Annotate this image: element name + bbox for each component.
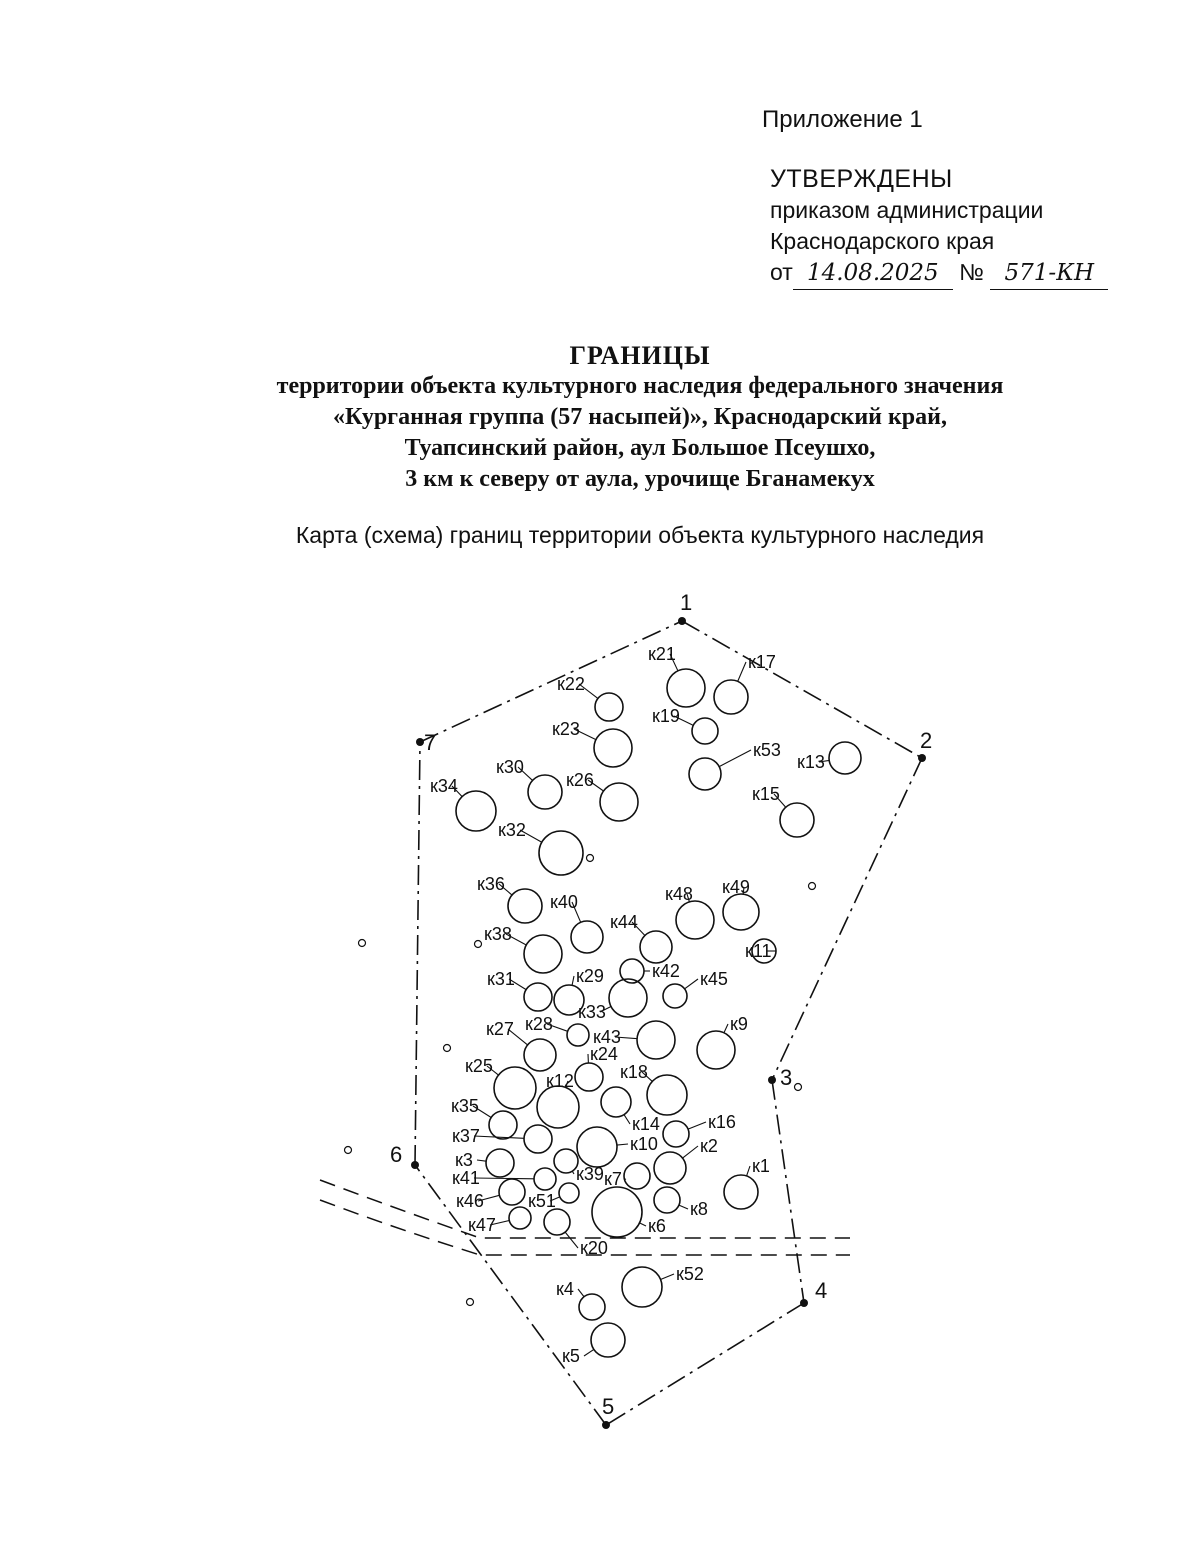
mound-k24 [575, 1044, 618, 1091]
approved-line-2: Краснодарского края [770, 228, 995, 254]
approval-block [770, 164, 1108, 290]
mound-circle [528, 775, 562, 809]
mound-circle [692, 718, 718, 744]
mound-circle [595, 693, 623, 721]
mound-k13 [797, 742, 861, 774]
number-label: № [959, 259, 984, 285]
mound-k5 [562, 1323, 625, 1366]
mound-label: к2 [700, 1136, 718, 1156]
point-marker-4 [800, 1299, 808, 1307]
mound-label: к44 [610, 912, 638, 932]
mound-circle [663, 1121, 689, 1147]
mound-circle [456, 791, 496, 831]
mound-circle [539, 831, 583, 875]
point-label-3: 3 [780, 1065, 793, 1090]
mound-label: к34 [430, 776, 458, 796]
mound-label: к4 [556, 1279, 574, 1299]
mound-label: к15 [752, 784, 780, 804]
mound-label: к20 [580, 1238, 608, 1258]
mound-leader [572, 976, 574, 985]
mound-k4 [556, 1279, 605, 1320]
mound-leader [683, 1146, 698, 1158]
mound-k38 [484, 924, 562, 973]
mound-circle [489, 1111, 517, 1139]
mound-label: к5 [562, 1346, 580, 1366]
boundary-map [0, 580, 1200, 1540]
mound-label: к7 [604, 1169, 622, 1189]
mound-circle [640, 931, 672, 963]
mound-circle [724, 1175, 758, 1209]
mound-k32 [498, 820, 583, 875]
mound-leader [679, 1205, 688, 1209]
mound-label: к1 [752, 1156, 770, 1176]
mound-leader [685, 979, 698, 989]
mound-circle [534, 1168, 556, 1190]
point-marker-2 [918, 754, 926, 762]
mound-leader [747, 1166, 750, 1176]
mound-circle [624, 1163, 650, 1189]
map-caption: Карта (схема) границ территории объекта культурного наследия [295, 522, 985, 548]
mound-label: к39 [576, 1164, 604, 1184]
mound-label: к41 [452, 1168, 480, 1188]
mound-circle [579, 1294, 605, 1320]
boundary-segment-7-1 [420, 621, 682, 742]
mound-leader [617, 1144, 628, 1145]
mound-label: к12 [546, 1071, 574, 1091]
boundary-segment-6-7 [415, 742, 420, 1165]
title-line-3: Туапсинский район, аул Большое Псеушхо, [404, 435, 876, 461]
boundary-segment-1-2 [682, 621, 922, 758]
mound-circle [609, 979, 647, 1017]
point-label-1: 1 [680, 590, 693, 615]
mound-label: к22 [557, 674, 585, 694]
mound-label: к33 [578, 1002, 606, 1022]
mound-label: к21 [648, 644, 676, 664]
mound-label: к9 [730, 1014, 748, 1034]
mound-k51 [528, 1183, 579, 1211]
mound-label: к25 [465, 1056, 493, 1076]
mound-k52 [622, 1264, 704, 1307]
mound-label: к26 [566, 770, 594, 790]
mound-label: к49 [722, 877, 750, 897]
mound-label: к10 [630, 1134, 658, 1154]
mounds-layer [430, 644, 861, 1366]
mound-leader [584, 1349, 594, 1356]
mound-circle [554, 1149, 578, 1173]
mound-k53 [689, 740, 781, 790]
mound-label: к28 [525, 1014, 553, 1034]
mound-k30 [496, 757, 562, 809]
survey-marker [587, 855, 594, 862]
mound-k7 [604, 1163, 650, 1189]
mound-circle [647, 1075, 687, 1115]
mound-circle [592, 1187, 642, 1237]
mound-circle [723, 894, 759, 930]
mound-leader [624, 1115, 630, 1124]
mound-k21 [648, 644, 705, 707]
point-label-6: 6 [390, 1142, 403, 1167]
mound-label: к43 [593, 1027, 621, 1047]
mound-circle [663, 984, 687, 1008]
survey-marker [359, 940, 366, 947]
mound-circle [697, 1031, 735, 1069]
mound-label: к48 [665, 884, 693, 904]
survey-marker [345, 1147, 352, 1154]
mound-leader [565, 1232, 578, 1248]
point-label-5: 5 [602, 1394, 615, 1419]
mound-label: к47 [468, 1215, 496, 1235]
mound-k1 [724, 1156, 770, 1209]
mound-circle [591, 1323, 625, 1357]
title-line-4: 3 км к северу от аула, урочище Бганамекух [405, 466, 875, 492]
mound-label: к52 [676, 1264, 704, 1284]
point-label-2: 2 [920, 728, 933, 753]
mound-label: к37 [452, 1126, 480, 1146]
survey-marker [475, 941, 482, 948]
mound-leader [724, 1024, 728, 1033]
mound-circle [689, 758, 721, 790]
mound-k19 [652, 706, 718, 744]
mound-label: к42 [652, 961, 680, 981]
mound-circle [654, 1152, 686, 1184]
mound-k22 [557, 674, 623, 721]
point-label-7: 7 [424, 730, 437, 755]
mound-k47 [468, 1207, 531, 1235]
survey-marker [795, 1084, 802, 1091]
mound-label: к17 [748, 652, 776, 672]
mound-k14 [601, 1087, 660, 1134]
mound-label: к13 [797, 752, 825, 772]
mound-circle [829, 742, 861, 774]
mound-k48 [665, 884, 714, 939]
mound-k23 [552, 719, 632, 767]
mound-k26 [566, 770, 638, 821]
mound-circle [594, 729, 632, 767]
title-heading: ГРАНИЦЫ [569, 341, 711, 370]
mound-label: к19 [652, 706, 680, 726]
mound-k49 [722, 877, 759, 930]
boundary-segment-2-3 [772, 758, 922, 1080]
mound-circle [667, 669, 705, 707]
mound-circle [524, 935, 562, 973]
mound-leader [572, 1171, 574, 1174]
mound-circle [571, 921, 603, 953]
mound-circle [714, 680, 748, 714]
mound-label: к11 [745, 941, 772, 961]
mound-leader [738, 662, 746, 681]
mound-leader [477, 1160, 486, 1161]
mound-label: к23 [552, 719, 580, 739]
survey-marker [467, 1299, 474, 1306]
mound-circle [600, 783, 638, 821]
survey-marker [444, 1045, 451, 1052]
mound-label: к32 [498, 820, 526, 840]
mound-label: к18 [620, 1062, 648, 1082]
mound-leader [661, 1274, 674, 1279]
mound-circle [524, 1039, 556, 1071]
mound-k17 [714, 652, 776, 714]
mound-leader [474, 1178, 534, 1179]
mound-circle [486, 1149, 514, 1177]
mound-label: к46 [456, 1191, 484, 1211]
mound-circle [654, 1187, 680, 1213]
order-date: 14.08.2025 [793, 258, 953, 290]
mound-label: к45 [700, 969, 728, 989]
mound-circle [544, 1209, 570, 1235]
mound-label: к53 [753, 740, 781, 760]
from-prefix: от [770, 259, 793, 285]
title-line-1: территории объекта культурного наследия федерального значения [276, 373, 1004, 399]
approved-line-1: приказом администрации [770, 197, 1044, 223]
mound-circle [601, 1087, 631, 1117]
mound-label: к36 [477, 874, 505, 894]
mound-k9 [697, 1014, 748, 1069]
mound-circle [537, 1086, 579, 1128]
mound-label: к8 [690, 1199, 708, 1219]
mound-circle [559, 1183, 579, 1203]
mound-k15 [752, 784, 814, 837]
mound-circle [499, 1179, 525, 1205]
mound-label: к30 [496, 757, 524, 777]
boundary-segment-3-4 [772, 1080, 804, 1303]
point-marker-1 [678, 617, 686, 625]
mound-label: к35 [451, 1096, 479, 1116]
boundary-segment-4-5 [606, 1303, 804, 1425]
title-line-2: «Курганная группа (57 насыпей)», Краснодарский край, [333, 404, 947, 430]
mound-k11 [745, 939, 776, 963]
point-label-4: 4 [815, 1278, 828, 1303]
mound-leader [640, 1223, 646, 1226]
mound-k34 [430, 776, 496, 831]
mound-label: к51 [528, 1191, 556, 1211]
mound-leader [578, 1289, 584, 1297]
mound-circle [780, 803, 814, 837]
mound-label: к29 [576, 966, 604, 986]
mound-leader [688, 1122, 706, 1129]
approved-heading: УТВЕРЖДЕНЫ [770, 165, 953, 193]
mound-k20 [544, 1209, 608, 1258]
mound-label: к3 [455, 1150, 473, 1170]
mound-label: к24 [590, 1044, 618, 1064]
mound-circle [508, 889, 542, 923]
mound-k41 [452, 1168, 556, 1190]
point-marker-6 [411, 1161, 419, 1169]
mound-circle [676, 901, 714, 939]
mound-label: к40 [550, 892, 578, 912]
mound-circle [494, 1067, 536, 1109]
survey-marker [809, 883, 816, 890]
point-marker-7 [416, 738, 424, 746]
point-marker-5 [602, 1421, 610, 1429]
mound-label: к6 [648, 1216, 666, 1236]
mound-label: к38 [484, 924, 512, 944]
mound-circle [577, 1127, 617, 1167]
mound-k31 [487, 969, 552, 1011]
mound-k8 [654, 1187, 708, 1219]
document-title [0, 340, 1200, 495]
mound-label: к14 [632, 1114, 660, 1134]
appendix-label: Приложение 1 [762, 106, 923, 133]
mound-label: к16 [708, 1112, 736, 1132]
point-marker-3 [768, 1076, 776, 1084]
mound-label: к27 [486, 1019, 514, 1039]
mound-circle [637, 1021, 675, 1059]
mound-k12 [537, 1071, 579, 1128]
boundary-segment-5-6 [415, 1165, 606, 1425]
mound-label: к31 [487, 969, 515, 989]
mound-k36 [477, 874, 542, 923]
mound-circle [524, 1125, 552, 1153]
mound-circle [575, 1063, 603, 1091]
mound-k44 [610, 912, 672, 963]
mound-leader [719, 750, 751, 767]
mound-circle [622, 1267, 662, 1307]
mound-circle [567, 1024, 589, 1046]
mound-circle [524, 983, 552, 1011]
order-number: 571-КН [990, 258, 1108, 290]
mound-k40 [550, 892, 603, 953]
approved-date-line [770, 257, 1108, 290]
